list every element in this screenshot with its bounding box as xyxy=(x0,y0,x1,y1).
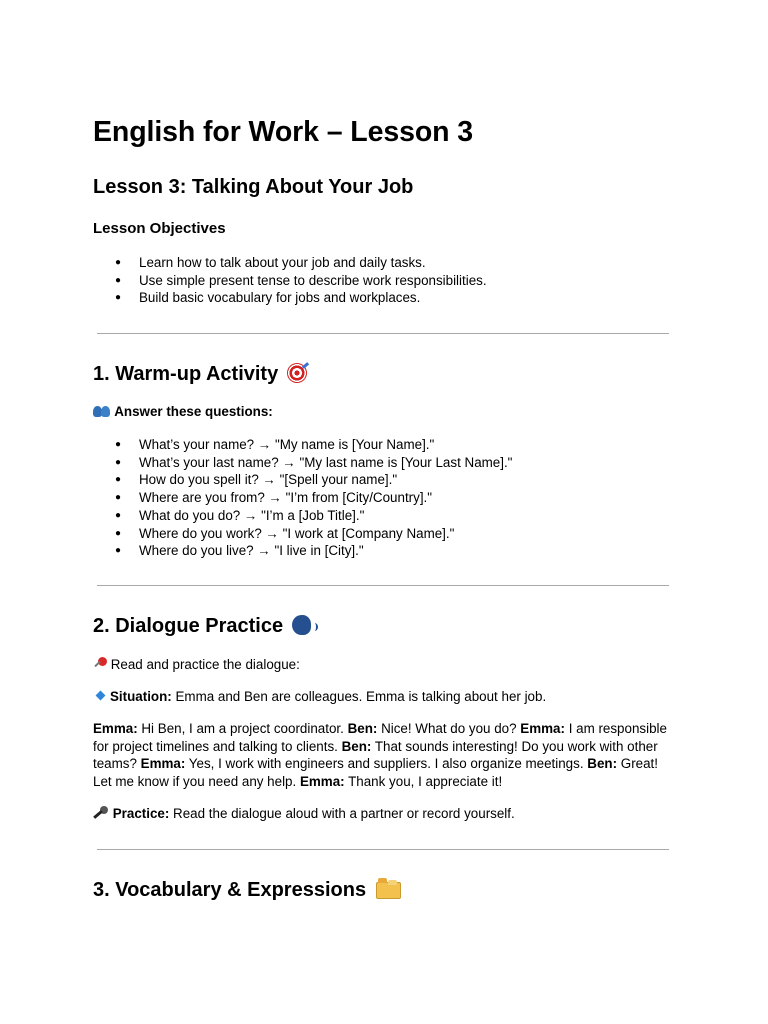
speaker-name: Ben: xyxy=(341,738,372,754)
card-index-dividers-icon xyxy=(376,878,402,900)
speaker-name: Ben: xyxy=(347,721,378,736)
direct-hit-icon xyxy=(287,363,307,383)
blue-diamond-icon xyxy=(96,691,106,701)
practice-label: Practice: xyxy=(112,806,170,821)
list-item: ● Where do you live? → "I live in [City]." xyxy=(93,542,512,560)
list-item: ● Learn how to talk about your job and daily tasks. xyxy=(93,254,487,272)
dialogue-line: Thank you, I appreciate it! xyxy=(348,774,503,790)
warmup-heading xyxy=(93,363,307,386)
speaker-name: Ben: xyxy=(587,756,618,772)
dialogue-line: Nice! What do you do? xyxy=(381,721,517,736)
list-item: ● Build basic vocabulary for jobs and workplaces. xyxy=(93,289,487,307)
dialogue-intro-text: Read and practice the dialogue: xyxy=(110,657,300,672)
list-item: ● Use simple present tense to describe work responsibilities. xyxy=(93,272,487,290)
microphone-icon xyxy=(93,806,109,820)
practice-text: Read the dialogue aloud with a partner or record yourself. xyxy=(173,806,515,821)
section-divider xyxy=(97,849,669,850)
speaker-name: Emma: xyxy=(299,774,345,790)
dialogue-line: That sounds interesting! Do you work with other teams? xyxy=(93,738,658,772)
warmup-prompt xyxy=(93,403,273,421)
section-divider xyxy=(97,333,669,334)
practice-line xyxy=(93,805,515,823)
section-divider xyxy=(97,585,669,586)
dialogue-heading xyxy=(93,615,316,638)
dialogue-line: Yes, I work with engineers and suppliers. I also organize meetings. xyxy=(188,756,584,772)
vocabulary-heading-text: 3. Vocabulary & Expressions xyxy=(93,879,367,901)
dialogue-line: Great! Let me know if you need any help. xyxy=(93,756,658,790)
list-item: ● Where do you work? → "I work at [Company Name]." xyxy=(93,525,512,543)
vocabulary-heading xyxy=(93,878,402,902)
warmup-questions-list xyxy=(93,436,512,560)
dialogue-line: I am responsible for project timelines and talking to clients. xyxy=(93,721,667,754)
speaker-name: Emma: xyxy=(520,721,565,736)
list-item: ● Where are you from? → "I’m from [City/Country]." xyxy=(93,489,512,507)
dialogue-line: Hi Ben, I am a project coordinator. xyxy=(141,721,344,736)
speaker-name: Emma: xyxy=(93,721,138,736)
speaking-head-icon xyxy=(292,615,316,637)
warmup-heading-text: 1. Warm-up Activity xyxy=(93,363,279,385)
dialogue-heading-text: 2. Dialogue Practice xyxy=(93,615,284,637)
warmup-prompt-text: Answer these questions: xyxy=(114,404,273,419)
list-item: ● What do you do? → "I’m a [Job Title]." xyxy=(93,507,512,525)
situation-line xyxy=(93,688,546,706)
document-title: English for Work – Lesson 3 xyxy=(93,116,474,148)
list-item: ● What’s your name? → "My name is [Your Name]." xyxy=(93,436,512,454)
list-item: ● What’s your last name? → "My last name is [Your Last Name]." xyxy=(93,454,512,472)
objectives-list xyxy=(93,254,487,307)
situation-text: Emma and Ben are colleagues. Emma is talking about her job. xyxy=(175,689,547,704)
objectives-heading: Lesson Objectives xyxy=(93,220,226,237)
dialogue-text xyxy=(93,720,671,791)
lesson-subtitle: Lesson 3: Talking About Your Job xyxy=(93,176,414,198)
dialogue-intro xyxy=(93,656,300,674)
situation-label: Situation: xyxy=(110,689,172,704)
pushpin-icon xyxy=(93,657,107,671)
list-item: ● How do you spell it? → "[Spell your name]." xyxy=(93,471,512,489)
speaker-name: Emma: xyxy=(140,756,186,772)
busts-in-silhouette-icon xyxy=(93,405,111,417)
